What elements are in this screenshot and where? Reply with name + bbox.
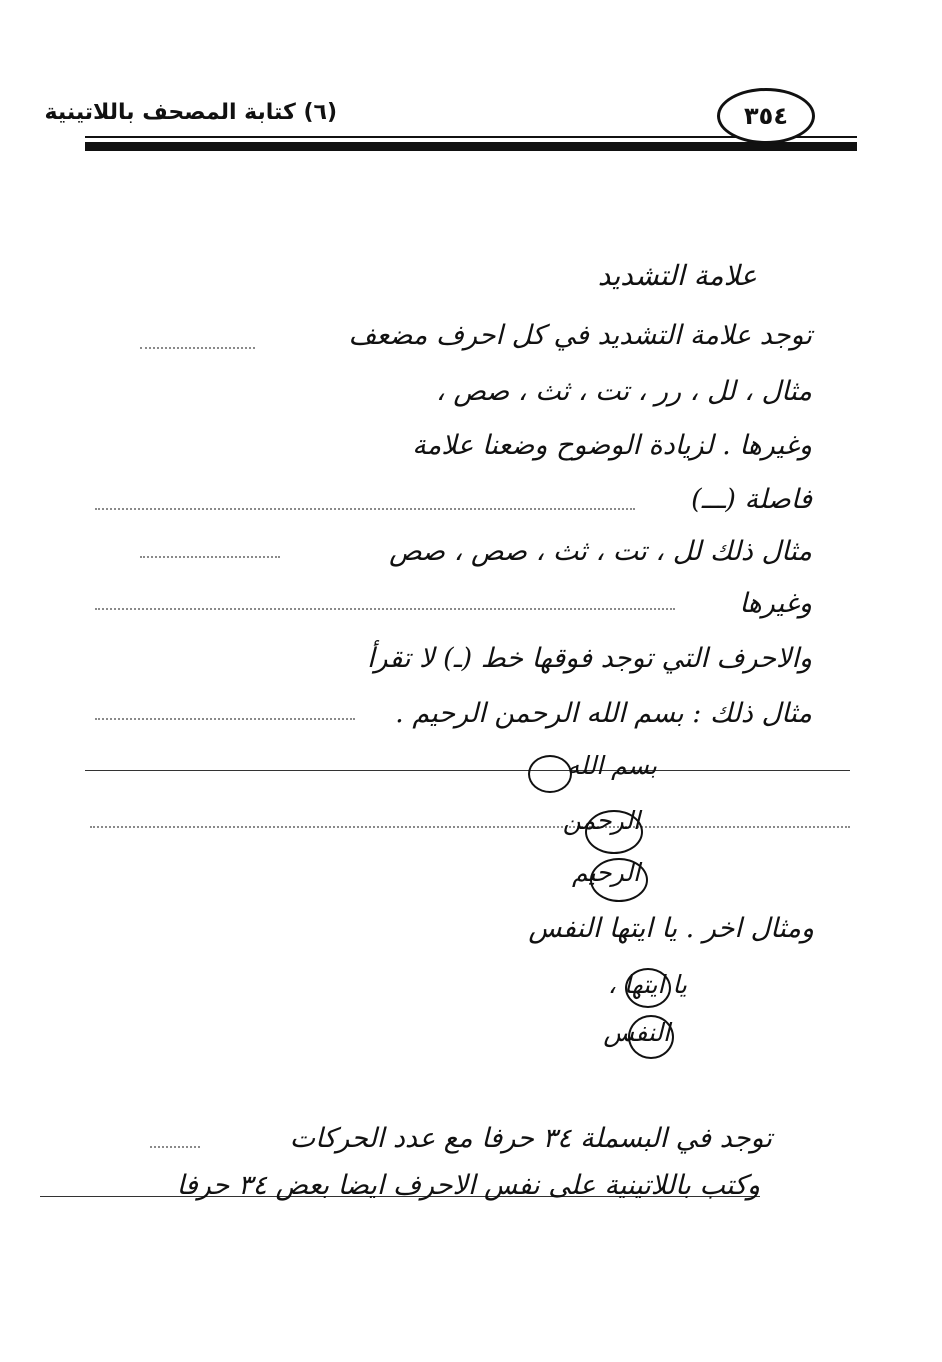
body-line-8: مثال ذلك : بسم الله الرحمن الرحيم . bbox=[395, 698, 812, 729]
circle-mark bbox=[528, 755, 572, 793]
example-raheem: الرحيم bbox=[572, 858, 640, 887]
header-title: (٦) كتابة المصحف باللاتينية bbox=[44, 100, 337, 125]
section-heading: علامة التشديد bbox=[597, 259, 757, 292]
circle-mark bbox=[625, 968, 671, 1008]
example-rahman: الرحمن bbox=[562, 806, 640, 835]
dotted-guide bbox=[140, 556, 280, 558]
dotted-guide bbox=[90, 826, 850, 828]
page-number: ٣٥٤ bbox=[717, 88, 815, 144]
header-rule bbox=[85, 142, 857, 151]
guide-line bbox=[85, 770, 850, 771]
example-bismillah: بسم الله bbox=[566, 751, 657, 780]
circle-mark bbox=[628, 1015, 674, 1059]
dotted-guide bbox=[95, 718, 355, 720]
circle-mark bbox=[590, 858, 648, 902]
body-line-1: توجد علامة التشديد في كل احرف مضعف bbox=[348, 320, 812, 351]
circle-mark bbox=[585, 810, 643, 854]
body-line-3: وغيرها . لزيادة الوضوح وضعنا علامة bbox=[412, 430, 812, 461]
body-line-2: مثال ، لل ، رر ، تت ، ثث ، صص ، bbox=[436, 376, 812, 407]
body-line-5: مثال ذلك لل ، تت ، ثث ، صص ، صص bbox=[389, 536, 812, 567]
example-2-line: ومثال اخر . يا ايتها النفس bbox=[528, 913, 814, 944]
body-line-4: فاصلة (ـــ) bbox=[691, 484, 812, 515]
page-header bbox=[44, 88, 857, 154]
dotted-guide bbox=[150, 1146, 200, 1148]
dotted-guide bbox=[95, 608, 675, 610]
dotted-guide bbox=[95, 508, 635, 510]
body-line-7: والاحرف التي توجد فوقها خط (ـ) لا تقرأ bbox=[367, 643, 812, 674]
body-line-6: وغيرها bbox=[739, 588, 812, 619]
example-ayyatuha: يا ايتها ، bbox=[607, 970, 687, 999]
footer-line-2: وكتب باللاتينية على نفس الاحرف ايضا بعض ٣٤ حرفا bbox=[176, 1170, 760, 1201]
footer-line-1: توجد في البسملة ٣٤ حرفا مع عدد الحركات bbox=[289, 1123, 772, 1154]
example-nafs: النفس bbox=[603, 1018, 670, 1047]
dotted-guide bbox=[140, 347, 255, 349]
